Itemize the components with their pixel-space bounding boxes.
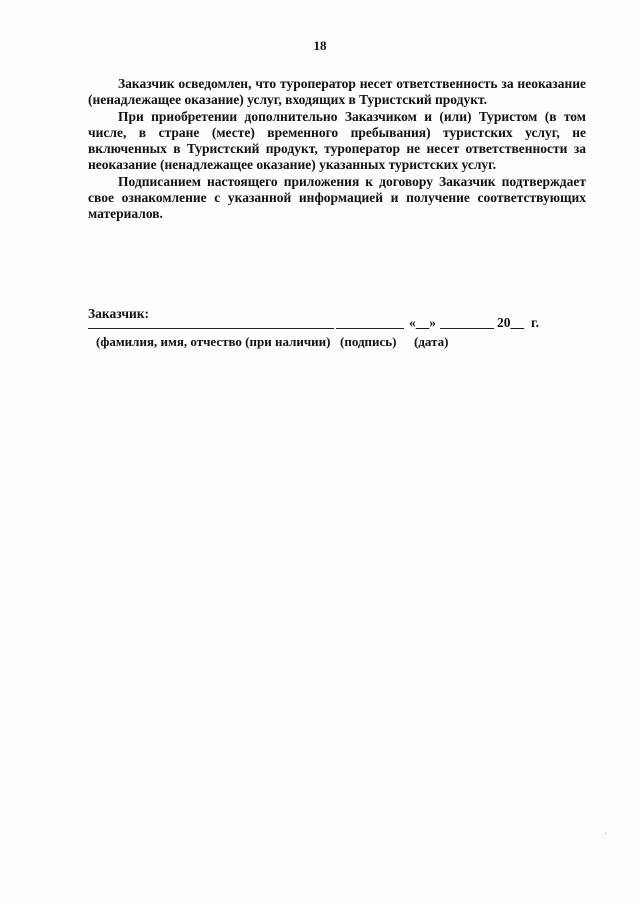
paragraph-acknowledgement: Подписанием настоящего приложения к договору Заказчик подтверждает свое ознакомление с указанной информацией и получение соответствующих материалов. (88, 173, 586, 222)
document-body (88, 76, 586, 223)
date-month-line (440, 328, 494, 329)
name-signature-line (88, 328, 334, 329)
page-number: 18 (313, 38, 327, 53)
caption-date: (дата) (414, 334, 449, 349)
scan-speck (605, 833, 606, 834)
caption-full-name: (фамилия, имя, отчество (при наличии) (96, 334, 331, 349)
paragraph-additional-services: При приобретении дополнительно Заказчиком и (или) Туристом (в том числе, в стране (месте) временного пребывания) туристских услуг, не включенных в Туристский продукт, туроператор не несет ответственности за неоказание (ненадлежащее оказание) указанных туристских услуг. (88, 108, 586, 173)
date-day-field: «__» (409, 315, 436, 330)
caption-signature: (подпись) (340, 334, 397, 349)
date-year-field: 20__ (497, 315, 524, 330)
paragraph-responsibility: Заказчик осведомлен, что туроператор несет ответственность за неоказание (ненадлежащее оказание) услуг, входящих в Туристский продукт. (88, 76, 586, 108)
signature-label: Заказчик: (88, 306, 150, 321)
date-year-suffix: г. (531, 315, 539, 330)
signature-line (336, 328, 404, 329)
